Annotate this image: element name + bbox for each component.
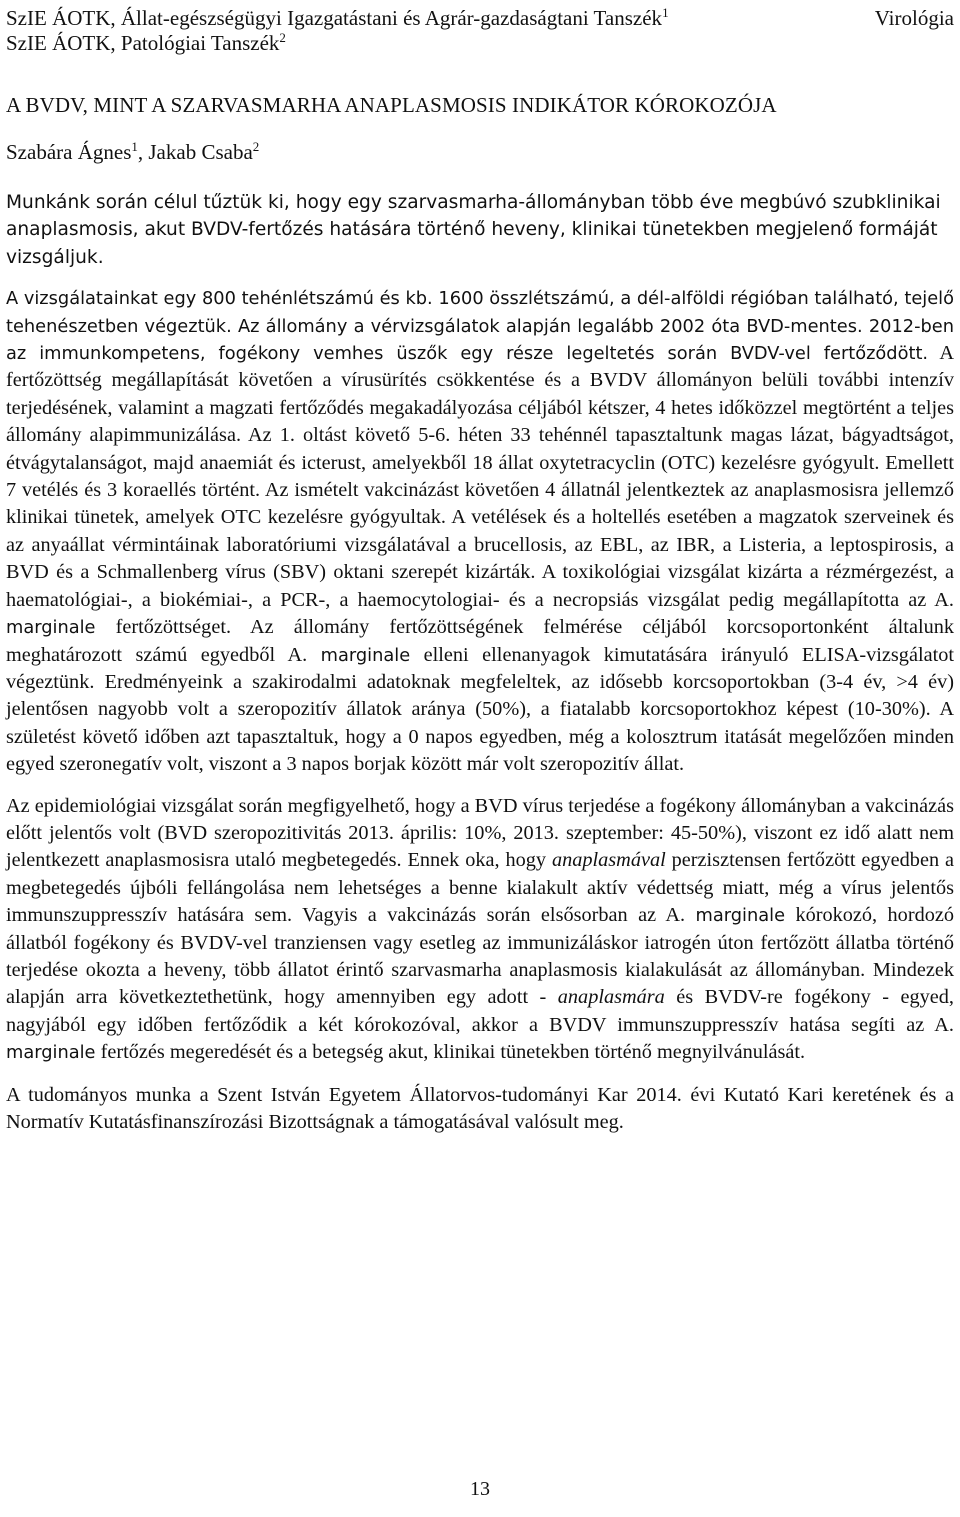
methods-intro: A vizsgálatainkat egy 800 tehénlétszámú és kb. 1600 összlétszámú, a dél-alföldi régióban található, tejelő tehenészetben végeztük. Az állomány a vérvizsgálatok alapján legalább 2002 óta BVD-mentes. 2012-ben az immunkompetens, fogékony vemhes üszők egy része legeltetés során BVDV-vel fertőződött. xyxy=(6,288,954,365)
species-marginale-4: marginale xyxy=(6,1042,96,1064)
discussion-text-4: és BVDV-re fogékony - egyed, nagyjából egy időben fertőződik a két kórokozóval, akkor a BVDV immunszuppresszív hatása segíti az A. xyxy=(6,986,954,1036)
author-1: Szabára Ágnes xyxy=(6,140,132,164)
affiliation-2 xyxy=(6,31,954,56)
species-marginale-2: marginale xyxy=(320,644,411,666)
affiliation-2-sup: 2 xyxy=(279,30,286,45)
paper-page xyxy=(6,0,954,1136)
species-marginale-3: marginale xyxy=(695,905,786,927)
affiliation-1-sup: 1 xyxy=(662,5,669,20)
italic-anaplasmaval: anaplasmával xyxy=(551,849,666,872)
discussion-text-1: Az epidemiológiai vizsgálat során megfigyelhető, hogy a BVD vírus terjedése a fogékony állományban a vakcinázás előtt jelentős volt (BVD szeropozitivitás 2013. április: 10%, 2013. szeptember: 45-50%), viszont ez idő alatt nem jelentkezett anaplasmosisra utaló megbetegedés. Ennek oka, hogy xyxy=(6,794,954,872)
section-label: Virológia xyxy=(874,6,954,30)
paragraph-acknowledgement: A tudományos munka a Szent István Egyetem Állatorvos-tudományi Kar 2014. évi Kutató Kari keretének és a Normatív Kutatásfinanszírozási Bizottságnak a támogatásával valósult meg. xyxy=(6,1083,954,1133)
author-separator: , xyxy=(137,140,149,164)
header xyxy=(6,0,954,56)
paragraph-discussion xyxy=(6,793,954,1067)
italic-anaplasmara: anaplasmára xyxy=(557,986,665,1009)
methods-text-1: A fertőzöttség megállapítását követően a vírusürítés csökkentése és a BVDV állományon belüli további intenzív terjedésének, valamint a magzati fertőződés megakadályozása céljából kétszer, 4 hetes időközzel megtörtént a teljes állomány alapimmunizálása. Az 1. oltást követő 5-6. héten 33 tehénnél tapasztaltunk magas lázat, bágyadtságot, étvágytalanságot, majd anaemiát és icterust, amelyekből 18 állat oxytetracyclin (OTC) kezelésre gyógyult. Emellett 7 vetélés és 3 koraellés történt. Az ismételt vakcinázást követően 4 állatnál jelentkeztek az anaplasmosisra jellemző klinikai tünetek, amelyek OTC kezelésre gyógyultak. A vetélések és a holtellés esetében a magzatok szerveinek és az anyaállat vérmintáinak laboratóriumi vizsgálatával a brucellosis, az EBL, az IBR, a Listeria, a leptospirosis, a BVD és a Schmallenberg vírus (SBV) oktani szerepét kizárták. A toxikológiai vizsgálat kizárta a rézmérgezést, a haematológiai-, a biokémiai-, a PCR-, a haemocytologiai- és a necropsiás vizsgálat pedig megállapította az A. xyxy=(6,342,954,611)
affiliation-2-text: SzIE ÁOTK, Patológiai Tanszék xyxy=(6,31,280,55)
discussion-text-3: kórokozó, hordozó állatból fogékony és BVDV-vel tranziensen vagy esetleg az immunizáláskor iatrogén úton fertőzött állatba történő terjedése okozta a heveny, több állatot érintő szarvasmarha anaplasmosis kialakulását az állományban. Mindezek alapján arra következtethetünk, hogy amennyiben egy adott - xyxy=(6,904,954,1009)
affiliation-1-text: SzIE ÁOTK, Állat-egészségügyi Igazgatástani és Agrár-gazdaságtani Tanszék xyxy=(6,6,663,30)
methods-text-3: elleni ellenanyagok kimutatására irányuló ELISA-vizsgálatot végeztünk. Eredményeink a szakirodalmi adatoknak megfeleltek, az idősebb korcsoportokban (3-4 év, >4 év) jelentősen nagyobb volt a szeropozitív állatok aránya (50%), a fiatalabb korcsoportokhoz képest (10-30%). A születést követő időben azt tapasztaltuk, hogy a 0 napos egyedben, még a kolosztrum itatását megelőzően minden egyed szeronegatív volt, viszont a 3 napos borjak között már volt szeropozitív állat. xyxy=(6,643,954,776)
author-2-sup: 2 xyxy=(252,139,260,154)
author-2: Jakab Csaba xyxy=(148,140,253,164)
page-number: 13 xyxy=(470,1478,490,1500)
authors xyxy=(6,139,954,165)
discussion-text-2: perzisztensen fertőzött egyedben a megbetegedés újbóli fellángolása nem lehetséges a benne kialakult aktív védettség miatt, még a vírus jelentős immunszuppresszív hatására sem. Vagyis a vakcinázás során elsősorban az A. xyxy=(6,849,954,927)
discussion-text-5: fertőzés megeredését és a betegség akut, klinikai tünetekben történő megnyilvánulását. xyxy=(95,1041,806,1064)
author-1-sup: 1 xyxy=(131,139,138,154)
affiliation-1 xyxy=(6,6,954,31)
species-marginale-1: marginale xyxy=(6,617,96,639)
paragraph-aim: Munkánk során célul tűztük ki, hogy egy szarvasmarha-állományban több éve megbúvó szubklinikai anaplasmosis, akut BVDV-fertőzés hatására történő heveny, klinikai tünetekben megjelenő formáját vizsgáljuk. xyxy=(6,192,941,268)
paper-title: A BVDV, MINT A SZARVASMARHA ANAPLASMOSIS INDIKÁTOR KÓROKOZÓJA xyxy=(6,93,777,117)
paragraph-methods xyxy=(6,285,954,778)
methods-text-2: fertőzöttséget. Az állomány fertőzöttségének felmérése céljából korcsoportonként általunk meghatározott számú egyedből A. xyxy=(6,616,954,666)
